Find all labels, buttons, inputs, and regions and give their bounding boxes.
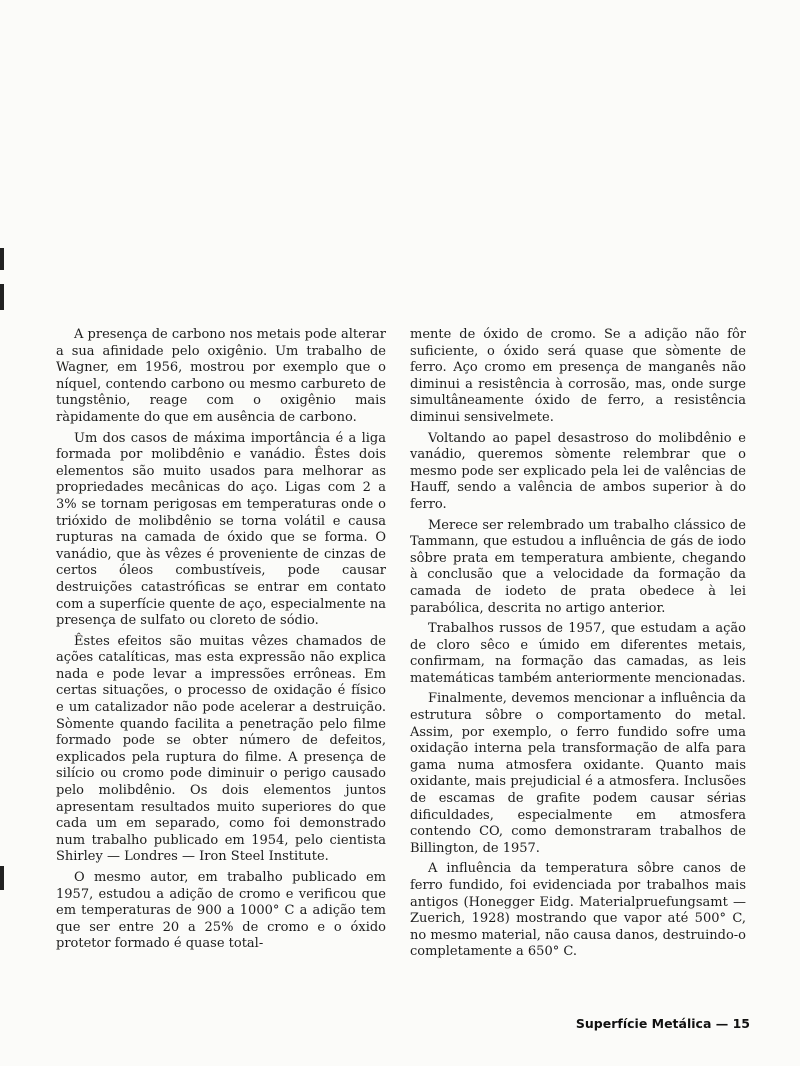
- paragraph: A presença de carbono nos metais pode alterar a sua afinidade pelo oxigênio. Um trabalho de Wagner, em 1956, mostrou por exemplo que o níquel, contendo carbono ou mesmo carbureto de tungstênio, reage com o oxigênio mais ràpidamente do que em ausência de carbono.: [56, 327, 386, 425]
- paragraph: Voltando ao papel desastroso do molibdênio e vanádio, queremos sòmente relembrar que o mesmo pode ser explicado pela lei de valências de Hauff, sendo a valência de ambos superior à do ferro.: [410, 430, 746, 512]
- paragraph-continued: mente de óxido de cromo. Se a adição não fôr suficiente, o óxido será quase que sòmente de ferro. Aço cromo em presença de manganês não diminui a resistência à corrosão, mas, onde surge simultâneamente óxido de ferro, a resistência diminui sensivelmete.: [410, 327, 746, 425]
- paragraph: Um dos casos de máxima importância é a liga formada por molibdênio e vanádio. Êstes dois elementos são muito usados para melhorar as propriedades mecânicas do aço. Ligas com 2 a 3% se tornam perigosas em temperaturas onde o trióxido de molibdênio se torna volátil e causa rupturas na camada de óxido que se forma. O vanádio, que às vêzes é proveniente de cinzas de certos óleos combustíveis, pode causar destruições catastróficas se entrar em contato com a superfície quente de aço, especialmente na presença de sulfato ou cloreto de sódio.: [56, 430, 386, 629]
- paragraph: O mesmo autor, em trabalho publicado em 1957, estudou a adição de cromo e verificou que em temperaturas de 900 a 1000° C a adição tem que ser entre 20 a 25% de cromo e o óxido protetor formado é quase total-: [56, 870, 386, 952]
- paragraph: Finalmente, devemos mencionar a influência da estrutura sôbre o comportamento do metal. Assim, por exemplo, o ferro fundido sofre uma oxidação interna pela transformação de alfa para gama numa atmosfera oxidante. Quanto mais oxidante, mais prejudicial é a atmosfera. Inclusões de escamas de grafite podem causar sérias dificuldades, especialmente em atmosfera contendo CO, como demonstraram trabalhos de Billington, de 1957.: [410, 691, 746, 856]
- article-right-column: [410, 327, 746, 965]
- paragraph: A influência da temperatura sôbre canos de ferro fundido, foi evidenciada por trabalhos mais antigos (Honegger Eidg. Materialpruefungsamt — Zuerich, 1928) mostrando que vapor até 500° C, no mesmo material, não causa danos, destruindo-o completamente a 650° C.: [410, 861, 746, 960]
- paragraph: Trabalhos russos de 1957, que estudam a ação de cloro sêco e úmido em diferentes metais, confirmam, na formação das camadas, as leis matemáticas também anteriormente mencionadas.: [410, 621, 746, 686]
- paragraph: Êstes efeitos são muitas vêzes chamados de ações catalíticas, mas esta expressão não explica nada e pode levar a impressões errôneas. Em certas situações, o processo de oxidação é físico e um catalizador não pode acelerar a destruição. Sòmente quando facilita a penetração pelo filme formado pode se obter número de defeitos, explicados pela ruptura do filme. A presença de silício ou cromo pode diminuir o perigo causado pelo molibdênio. Os dois elementos juntos apresentam resultados muito superiores do que cada um em separado, como foi demonstrado num trabalho publicado em 1954, pelo cientista Shirley — Londres — Iron Steel Institute.: [56, 633, 386, 865]
- article-left-column: [56, 327, 386, 957]
- scan-edge-mark: [0, 866, 4, 890]
- scan-edge-mark: [0, 284, 4, 310]
- running-footer: Superfície Metálica — 15: [575, 1016, 750, 1031]
- paragraph: Merece ser relembrado um trabalho clássico de Tammann, que estudou a influência de gás de iodo sôbre prata em temperatura ambiente, chegando à conclusão que a velocidade da formação da camada de iodeto de prata obedece à lei parabólica, descrita no artigo anterior.: [410, 517, 746, 616]
- scan-edge-mark: [0, 248, 4, 270]
